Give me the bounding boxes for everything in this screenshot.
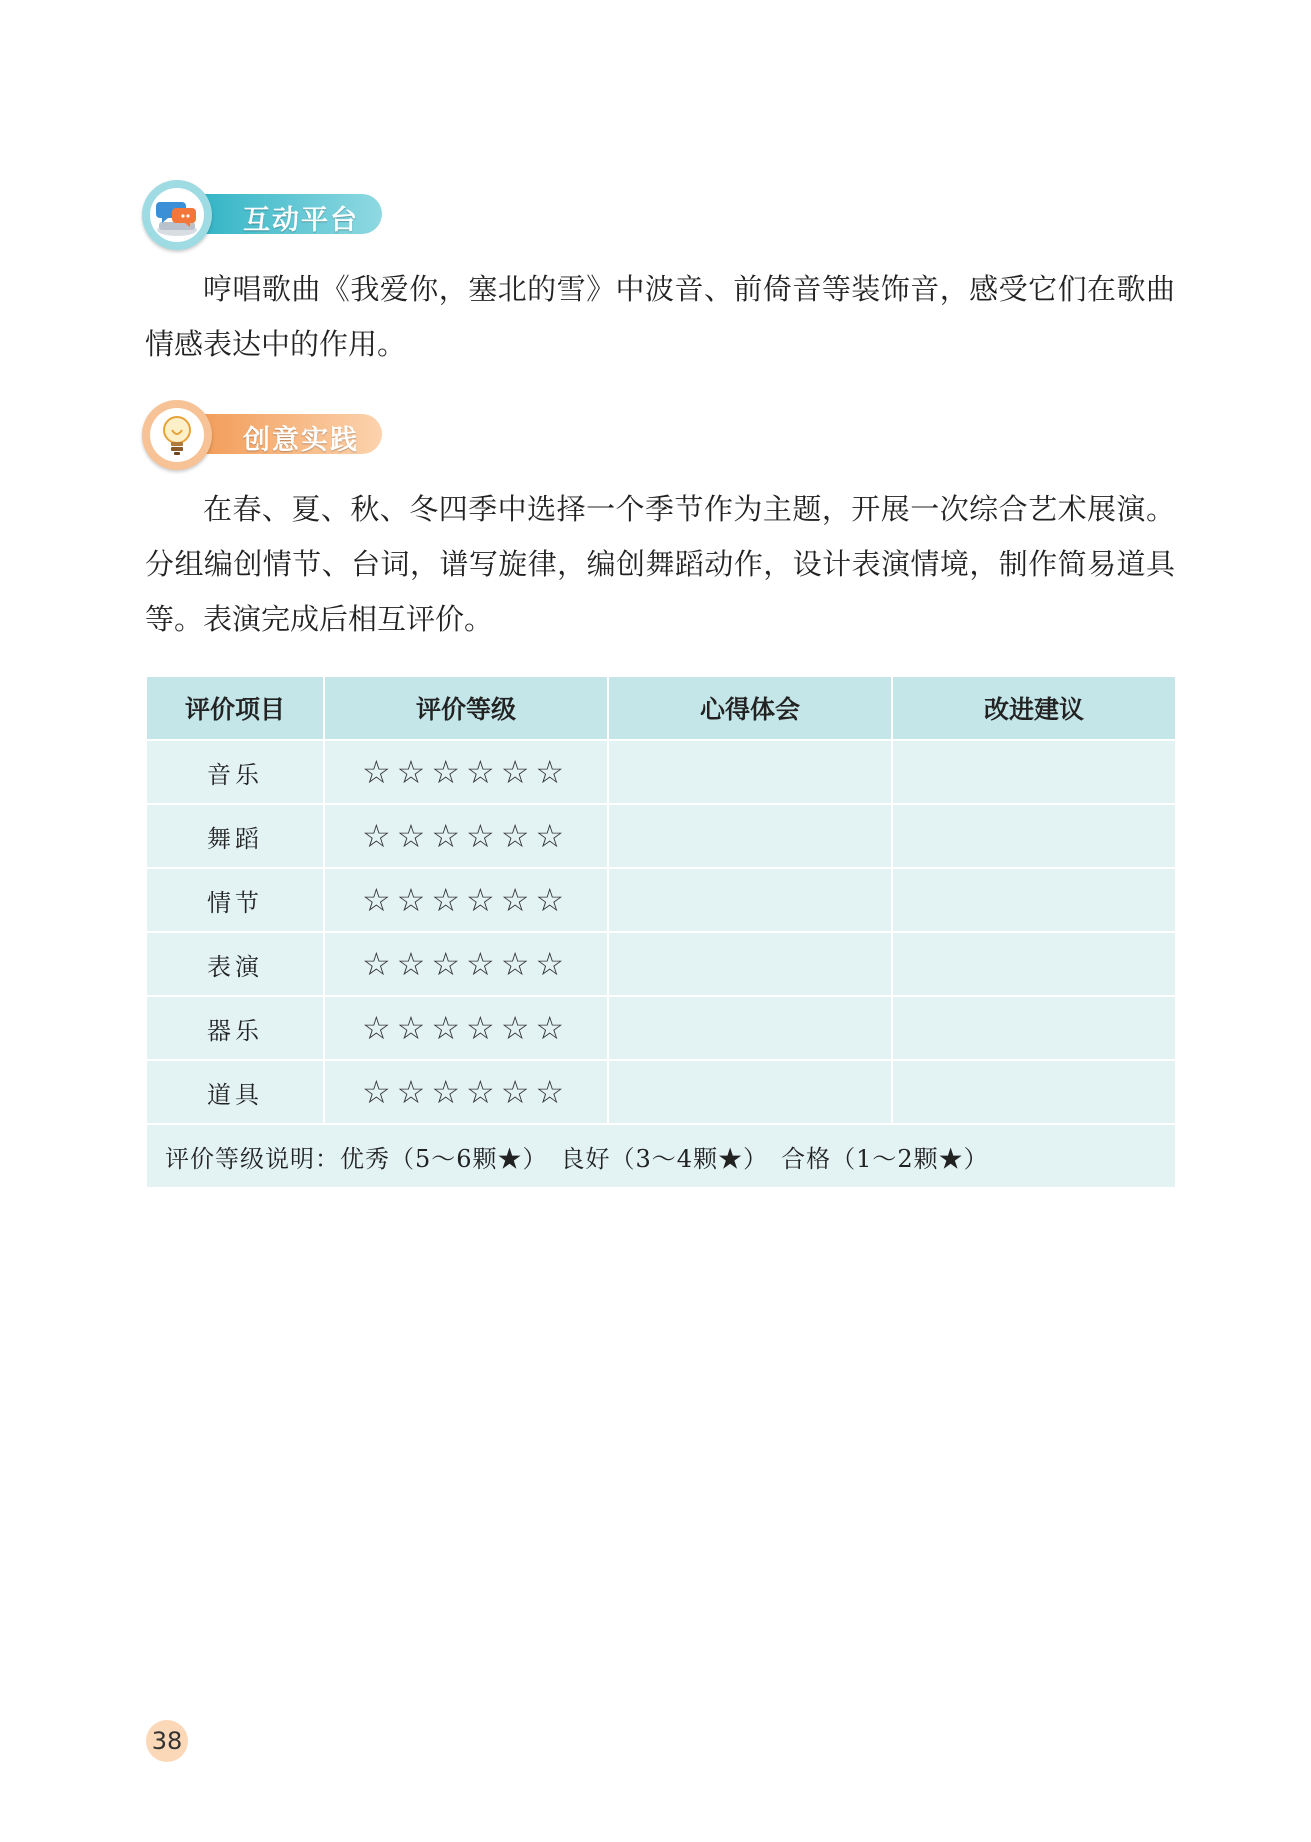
header-rating: 评价等级 xyxy=(324,676,608,740)
section-header-creative xyxy=(142,400,402,470)
header-reflection: 心得体会 xyxy=(608,676,892,740)
interactive-paragraph: 哼唱歌曲《我爱你，塞北的雪》中波音、前倚音等装饰音，感受它们在歌曲情感表达中的作用。 xyxy=(145,272,1175,361)
reflection-cell[interactable] xyxy=(608,932,892,996)
reflection-cell[interactable] xyxy=(608,868,892,932)
section-badge xyxy=(142,180,212,250)
row-item: 道具 xyxy=(146,1060,324,1124)
reflection-cell[interactable] xyxy=(608,740,892,804)
reflection-cell[interactable] xyxy=(608,1060,892,1124)
row-item: 表演 xyxy=(146,932,324,996)
table-row xyxy=(146,1060,1176,1124)
suggestion-cell[interactable] xyxy=(892,932,1176,996)
table-row xyxy=(146,740,1176,804)
reflection-cell[interactable] xyxy=(608,804,892,868)
row-item: 情节 xyxy=(146,868,324,932)
star-rating[interactable]: ☆☆☆☆☆☆ xyxy=(324,1060,608,1124)
table-row xyxy=(146,868,1176,932)
suggestion-cell[interactable] xyxy=(892,868,1176,932)
rating-legend: 评价等级说明：优秀（5～6颗★） 良好（3～4颗★） 合格（1～2颗★） xyxy=(146,1124,1176,1188)
evaluation-table xyxy=(145,675,1177,1189)
star-rating[interactable]: ☆☆☆☆☆☆ xyxy=(324,868,608,932)
row-item: 音乐 xyxy=(146,740,324,804)
page-number: 38 xyxy=(146,1720,188,1762)
suggestion-cell[interactable] xyxy=(892,1060,1176,1124)
suggestion-cell[interactable] xyxy=(892,996,1176,1060)
lightbulb-icon xyxy=(150,408,204,462)
speech-bubbles-icon xyxy=(150,188,204,242)
reflection-cell[interactable] xyxy=(608,996,892,1060)
row-item: 舞蹈 xyxy=(146,804,324,868)
section-badge xyxy=(142,400,212,470)
section-title: 创意实践 xyxy=(243,425,359,456)
table-row xyxy=(146,932,1176,996)
creative-paragraph: 在春、夏、秋、冬四季中选择一个季节作为主题，开展一次综合艺术展演。分组编创情节、台词，谱写旋律，编创舞蹈动作，设计表演情境，制作简易道具等。表演完成后相互评价。 xyxy=(145,492,1175,636)
table-header-row xyxy=(146,676,1176,740)
star-rating[interactable]: ☆☆☆☆☆☆ xyxy=(324,932,608,996)
section-header-interactive xyxy=(142,180,402,250)
star-rating[interactable]: ☆☆☆☆☆☆ xyxy=(324,740,608,804)
table-note-row xyxy=(146,1124,1176,1188)
header-suggestion: 改进建议 xyxy=(892,676,1176,740)
table-row xyxy=(146,804,1176,868)
header-item: 评价项目 xyxy=(146,676,324,740)
suggestion-cell[interactable] xyxy=(892,740,1176,804)
row-item: 器乐 xyxy=(146,996,324,1060)
table-row xyxy=(146,996,1176,1060)
suggestion-cell[interactable] xyxy=(892,804,1176,868)
section-title: 互动平台 xyxy=(243,205,359,236)
star-rating[interactable]: ☆☆☆☆☆☆ xyxy=(324,996,608,1060)
star-rating[interactable]: ☆☆☆☆☆☆ xyxy=(324,804,608,868)
